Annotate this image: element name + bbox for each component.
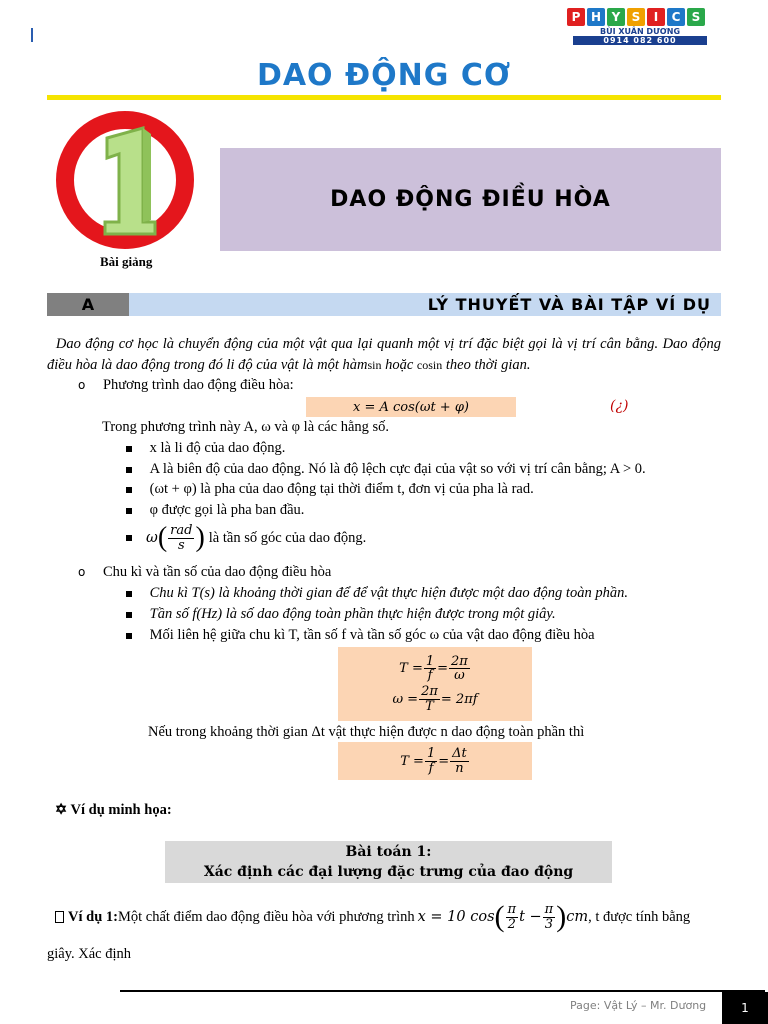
footer-rule (120, 990, 765, 992)
logo-letter: I (647, 8, 665, 26)
paren-close: ) (556, 900, 567, 933)
square-bullet-icon (126, 612, 132, 618)
square-bullet-icon (126, 508, 132, 514)
logo-phone: 0914 082 600 (573, 36, 707, 45)
example-frac-a (506, 903, 519, 931)
unit-denominator: s (177, 537, 185, 553)
f3-d2: n (455, 760, 464, 776)
eq1-bullet-5-text: là tần số góc của dao động. (208, 529, 367, 546)
example-frac-b (543, 903, 556, 931)
circle-bullet-icon: o (78, 565, 86, 579)
logo-author-name: BÙI XUÂN DƯƠNG (599, 27, 681, 36)
eq1-heading-row (78, 377, 294, 394)
lesson-type-caption: Bài giảng (100, 254, 153, 269)
circle-bullet-icon: o (78, 378, 86, 392)
f1-n2: 2π (451, 653, 468, 669)
f3-frac-2 (450, 747, 469, 775)
unit-numerator: rad (170, 522, 193, 538)
formula-omega (392, 685, 477, 713)
example-unit: cm (566, 909, 589, 925)
problem-number: Bài toán 1: (345, 844, 432, 860)
f1-eq: = (437, 661, 449, 677)
square-bullet-icon (126, 535, 132, 541)
logo-letter: H (587, 8, 605, 26)
chapter-title: DAO ĐỘNG CƠ (256, 58, 512, 93)
logo-letters (567, 8, 713, 26)
f3-n1: 1 (426, 745, 436, 761)
square-bullet-icon (126, 467, 132, 473)
intro-text: Dao động cơ học là chuyển động của một vật qua lại quanh một vị trí đặc biệt gọi là vị trí cân bằng. Dao động điều hòa là dao động trong đó li độ của vật là một hàm (47, 336, 721, 373)
period-heading: Chu kì và tần số của dao động điều hòa (102, 564, 332, 580)
checkbox-icon (55, 911, 64, 923)
intro-tail: theo thời gian. (442, 357, 531, 373)
lesson-title: DAO ĐỘNG ĐIỀU HÒA (220, 148, 721, 251)
formula-period (399, 655, 471, 683)
eq1-formula: x = A cos(ωt + φ) (306, 397, 516, 417)
problem-title: Xác định các đại lượng đặc trưng của đao động (203, 864, 574, 880)
page-number: 1 (722, 992, 768, 1024)
f3-eq: = (438, 753, 450, 769)
f2-rhs: = 2πf (440, 691, 478, 707)
f1-lhs: T = (399, 661, 423, 677)
period-bullet-2-text: Tần số f(Hz) là số dao động toàn phần thực hiện được trong một giây. (149, 606, 556, 622)
eq1-bullet-4 (126, 502, 304, 519)
frac-b-num: π (544, 901, 554, 917)
f1-n1: 1 (425, 653, 435, 669)
f2-frac (419, 685, 440, 713)
period-bullet-3-text: Mối liên hệ giữa chu kì T, tần số f và tần số góc ω của vật dao động điều hòa (149, 627, 595, 643)
logo-letter: S (627, 8, 645, 26)
f1-frac-2 (449, 655, 470, 683)
f3-n2: Δt (452, 745, 467, 761)
logo-letter: C (667, 8, 685, 26)
example-formula-lhs: x = 10 cos (417, 909, 495, 925)
square-bullet-icon (126, 591, 132, 597)
f2-lhs: ω = (392, 691, 419, 707)
example-1-line (55, 900, 721, 934)
eq1-tag: (¿) (610, 398, 629, 414)
eq1-bullet-3-text: (ωt + φ) là pha của dao động tại thời điểm t, đơn vị của pha là rad. (149, 481, 534, 497)
eq1-bullet-1-text: x là li độ của dao động. (149, 440, 286, 456)
section-letter: A (47, 293, 129, 316)
f1-d1: f (427, 668, 433, 684)
f3-d1: f (428, 760, 434, 776)
eq1-bullet-4-text: φ được gọi là pha ban đầu. (149, 502, 305, 518)
period-heading-row (78, 564, 331, 581)
omega-symbol: ω (146, 530, 158, 546)
intro-fn-cos: cosin (416, 358, 443, 372)
example-text-before: Một chất điểm dao động điều hòa với phương trình (117, 908, 415, 925)
f1-d2: ω (454, 668, 465, 684)
logo-letter: Y (607, 8, 625, 26)
f2-n1: 2π (421, 684, 438, 699)
logo-letter: S (687, 8, 705, 26)
period-formula-box (338, 647, 532, 721)
square-bullet-icon (126, 446, 132, 452)
intro-fn-or: hoặc (381, 357, 417, 373)
physics-logo (567, 8, 713, 45)
logo-letter: P (567, 8, 585, 26)
unit-fraction (168, 524, 194, 552)
frac-a-den: 2 (507, 916, 516, 932)
paren-close: ) (195, 522, 205, 553)
text-cursor (31, 28, 33, 42)
example-line-2: giây. Xác định (47, 946, 132, 962)
paren-open: ( (157, 522, 168, 553)
lesson-number-badge-icon (55, 110, 195, 250)
intro-paragraph (47, 334, 721, 376)
period-bullet-2 (126, 606, 556, 623)
eq1-constants: Trong phương trình này A, ω và φ là các hằng số. (102, 419, 390, 435)
eq1-bullet-1 (126, 440, 285, 457)
frac-b-den: 3 (544, 916, 554, 932)
formula-count (338, 742, 532, 780)
count-text: Nếu trong khoảng thời gian Δt vật thực hiện được n dao động toàn phần thì (148, 724, 585, 740)
period-bullet-3 (126, 627, 595, 644)
section-title: LÝ THUYẾT VÀ BÀI TẬP VÍ DỤ (129, 293, 721, 316)
paren-open: ( (494, 900, 505, 933)
period-bullet-1 (126, 585, 628, 602)
footer-text: Page: Vật Lý – Mr. Dương (570, 999, 707, 1012)
f1-frac-1 (424, 655, 436, 683)
frac-a-num: π (507, 901, 517, 917)
square-bullet-icon (126, 487, 132, 493)
eq1-bullet-5 (126, 522, 366, 554)
problem-box (165, 841, 612, 883)
title-underline (47, 95, 721, 100)
period-bullet-1-text: Chu kì T(s) là khoảng thời gian để để vật thực hiện được một dao động toàn phần. (149, 585, 628, 601)
eq1-bullet-3 (126, 481, 534, 498)
example-mid: t − (519, 909, 542, 925)
f3-lhs: T = (400, 753, 424, 769)
example-heading: ✡ Ví dụ minh họa: (55, 802, 172, 818)
square-bullet-icon (126, 633, 132, 639)
example-text-after: , t được tính bằng (588, 908, 691, 925)
eq1-bullet-2 (126, 461, 646, 478)
intro-fn-sin: sin (367, 358, 382, 372)
f2-d1: T (425, 698, 434, 714)
f3-frac-1 (425, 747, 437, 775)
eq1-bullet-2-text: A là biên độ của dao động. Nó là độ lệch cực đại của vật so với vị trí cân bằng; A > 0. (149, 461, 646, 477)
example-label: Ví dụ 1: (68, 908, 118, 925)
eq1-heading: Phương trình dao động điều hòa: (102, 377, 294, 393)
